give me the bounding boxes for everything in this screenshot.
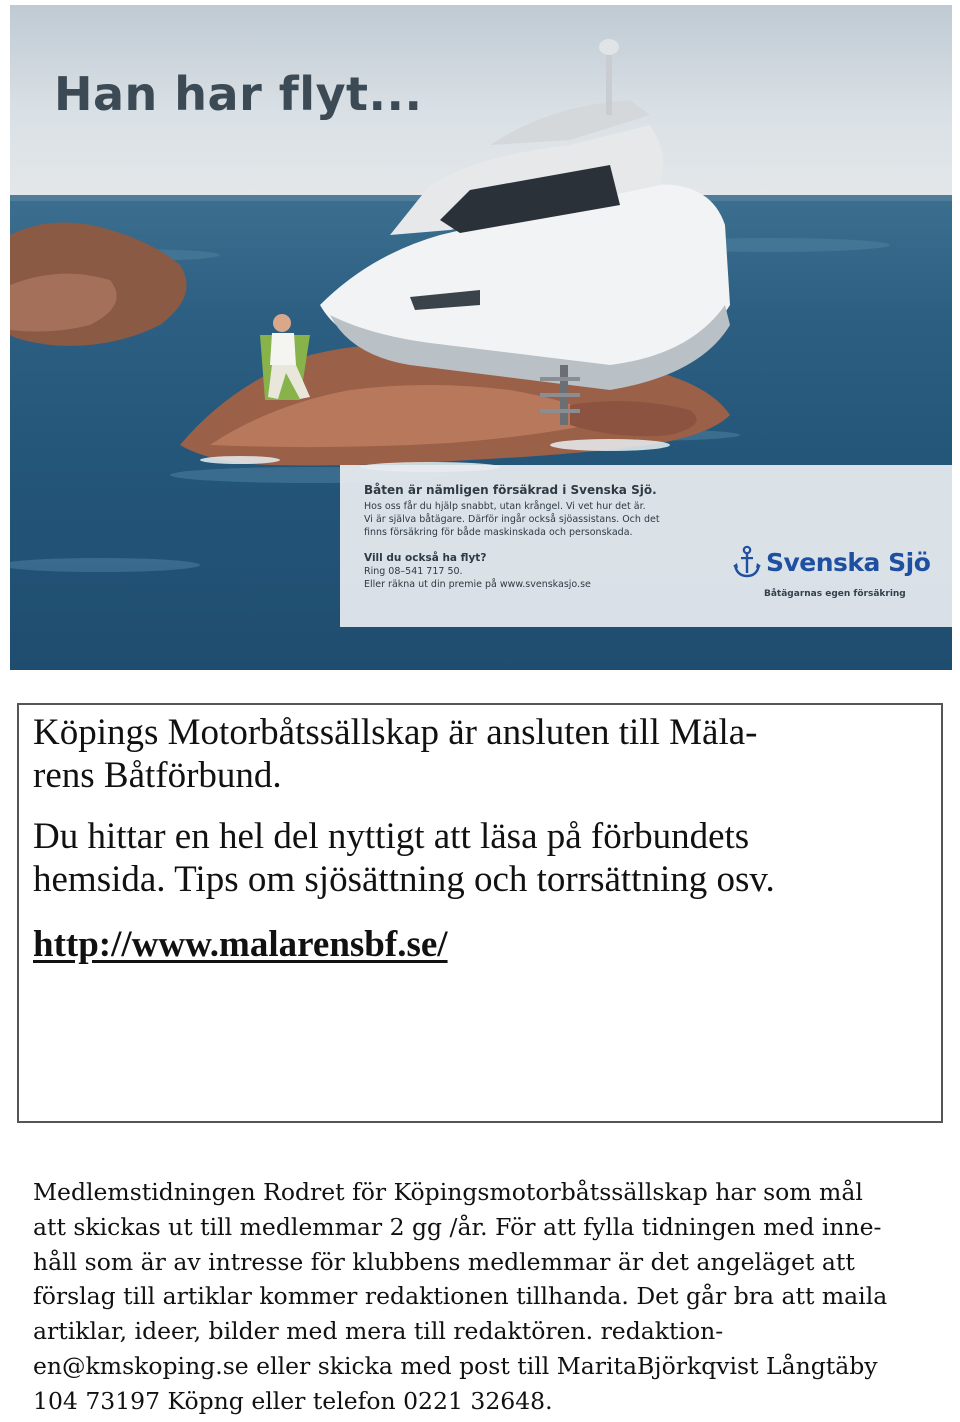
text-line: håll som är av intresse för klubbens medlemmar är det angeläget att	[33, 1247, 855, 1276]
federation-info-box	[17, 703, 943, 1123]
ad-box-heading: Båten är nämligen försäkrad i Svenska Sjö.	[364, 483, 657, 497]
text-line: Medlemstidningen Rodret för Köpingsmotorbåtssällskap har som mål	[33, 1178, 863, 1206]
text-line: Du hittar en hel del nyttigt att läsa på förbundets	[33, 816, 750, 857]
ad-cta-heading: Vill du också ha flyt?	[364, 552, 487, 564]
brand-name: Svenska Sjö	[766, 547, 931, 577]
text-line: att skickas ut till medlemmar 2 gg /år. För att fylla tidningen med inne-	[33, 1212, 882, 1241]
text-line: rens Båtförbund.	[33, 755, 282, 796]
federation-paragraph	[33, 711, 927, 797]
ad-box-line: finns försäkring för både maskinskada och personskada.	[364, 527, 633, 538]
svenska-sjo-logo	[732, 545, 942, 599]
newsletter-paragraph	[33, 1175, 933, 1419]
federation-website-link[interactable]: http://www.malarensbf.se/	[33, 924, 448, 965]
ad-info-panel	[340, 465, 952, 627]
anchor-icon	[732, 545, 762, 579]
text-line: hemsida. Tips om sjösättning och torrsättning osv.	[33, 859, 775, 900]
ad-cta-website: Eller räkna ut din premie på www.svenskasjo.se	[364, 579, 591, 590]
text-line: Köpings Motorbåtssällskap är ansluten till Mäla-	[33, 712, 758, 753]
ad-cta-phone: Ring 08–541 717 50.	[364, 566, 463, 577]
ad-box-line: Vi är själva båtägare. Därför ingår också sjöassistans. Och det	[364, 514, 660, 525]
insurance-advertisement	[10, 5, 952, 670]
text-line: artiklar, ideer, bilder med mera till redaktören. redaktion-	[33, 1317, 724, 1346]
ad-box-line: Hos oss får du hjälp snabbt, utan krångel. Vi vet hur det är.	[364, 501, 646, 512]
brand-tagline: Båtägarnas egen försäkring	[764, 589, 906, 599]
text-line: 104 73197 Köpng eller telefon 0221 32648.	[33, 1386, 553, 1415]
text-line: en@kmskoping.se eller skicka med post till MaritaBjörkqvist Långtäby	[33, 1351, 878, 1380]
text-line: förslag till artiklar kommer redaktionen tillhanda. Det går bra att maila	[33, 1282, 888, 1311]
website-tips-paragraph	[33, 815, 927, 901]
ad-headline: Han har flyt...	[54, 67, 423, 121]
